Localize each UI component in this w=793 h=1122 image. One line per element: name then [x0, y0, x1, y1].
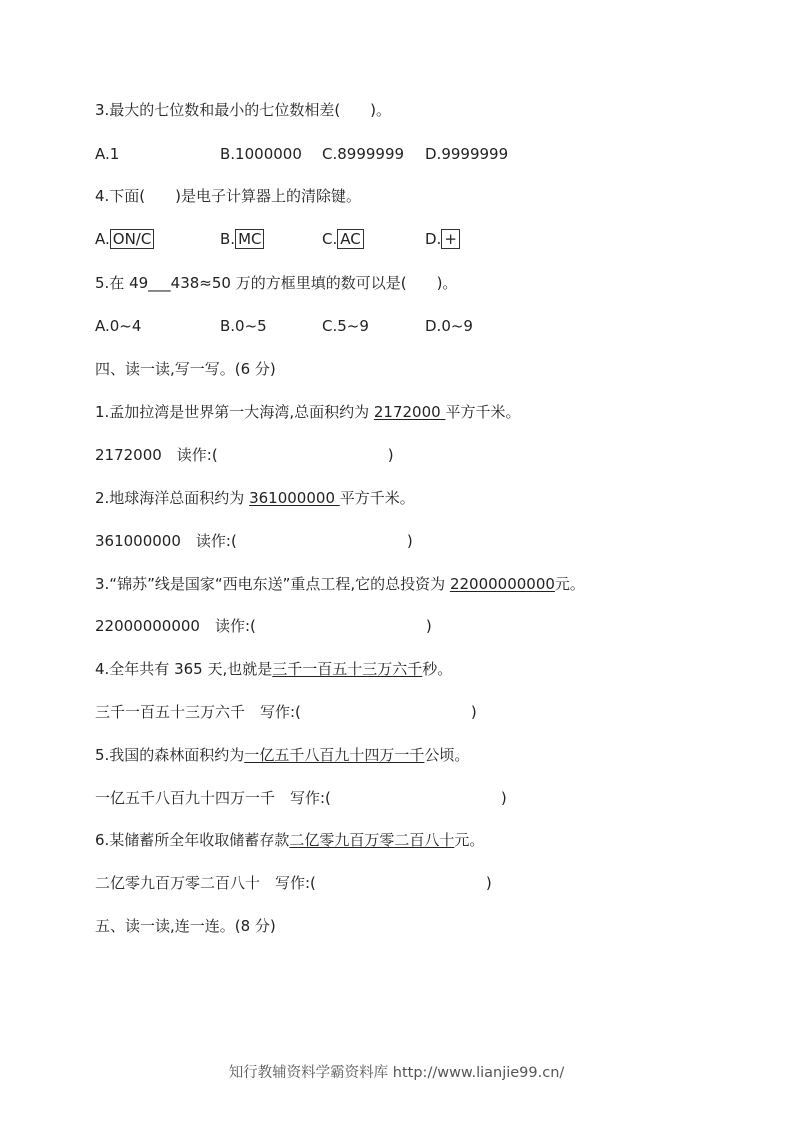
s4-q2-suffix: 平方千米。	[339, 489, 415, 507]
q4-option-d-letter: D.	[425, 230, 442, 248]
s4-a1-close: )	[387, 446, 394, 464]
section-5-heading: 五、读一读,连一连。(8 分)	[95, 917, 276, 935]
s4-question-2	[95, 488, 415, 508]
s4-q3-text: 3.“锦苏”线是国家“西电东送”重点工程,它的总投资为	[95, 575, 450, 593]
s4-a6-close: )	[485, 874, 492, 892]
s4-q1-suffix: 平方千米。	[445, 403, 521, 421]
q5-option-b[interactable]: B.0~5	[220, 317, 267, 335]
mc-key-icon: MC	[235, 229, 264, 249]
s4-q5-underlined: 一亿五千八百九十四万一千	[244, 746, 425, 764]
s4-q3-suffix: 元。	[554, 575, 585, 593]
ac-key-icon: AC	[337, 229, 363, 249]
q4-option-c-letter: C.	[322, 230, 338, 248]
s4-answer-2	[95, 531, 413, 551]
s4-a2-label: 361000000 读作:(	[95, 532, 237, 550]
question-3-text: 3.最大的七位数和最小的七位数相差( )。	[95, 101, 392, 119]
s4-q2-text: 2.地球海洋总面积约为	[95, 489, 250, 507]
footer-watermark: 知行教辅资料学霸资料库 http://www.lianjie99.cn/	[228, 1065, 565, 1081]
s4-q6-suffix: 元。	[454, 831, 485, 849]
s4-a4-close: )	[470, 703, 477, 721]
s4-q4-suffix: 秒。	[422, 660, 453, 678]
s4-a5-label: 一亿五千八百九十四万一千 写作:(	[95, 789, 331, 807]
s4-q4-text: 4.全年共有 365 天,也就是	[95, 660, 273, 678]
s4-q1-text: 1.孟加拉湾是世界第一大海湾,总面积约为	[95, 403, 374, 421]
q5-option-c[interactable]: C.5~9	[322, 317, 369, 335]
s4-a3-label: 22000000000 读作:(	[95, 617, 256, 635]
q4-option-c[interactable]	[322, 229, 364, 249]
s4-question-3	[95, 574, 585, 594]
s4-answer-5	[95, 788, 507, 808]
s4-a5-close: )	[500, 789, 507, 807]
s4-question-1	[95, 402, 520, 422]
s4-answer-6	[95, 873, 492, 893]
s4-question-5	[95, 745, 469, 765]
s4-a6-label: 二亿零九百万零二百八十 写作:(	[95, 874, 316, 892]
q4-option-a[interactable]	[95, 229, 154, 249]
q3-option-c[interactable]: C.8999999	[322, 145, 405, 163]
q5-option-a[interactable]: A.0~4	[95, 317, 142, 335]
s4-a3-close: )	[425, 617, 432, 635]
s4-answer-4	[95, 702, 477, 722]
question-5-text: 5.在 49___438≈50 万的方框里填的数可以是( )。	[95, 274, 458, 292]
s4-q4-underlined: 三千一百五十三万六千	[272, 660, 423, 678]
q3-option-d[interactable]: D.9999999	[425, 145, 509, 163]
s4-q6-text: 6.某储蓄所全年收取储蓄存款	[95, 831, 290, 849]
q3-option-a[interactable]: A.1	[95, 145, 120, 163]
question-4-text: 4.下面( )是电子计算器上的清除键。	[95, 187, 362, 205]
s4-a4-label: 三千一百五十三万六千 写作:(	[95, 703, 301, 721]
q4-option-d[interactable]	[425, 229, 460, 249]
q5-option-d[interactable]: D.0~9	[425, 317, 473, 335]
q4-option-b[interactable]	[220, 229, 264, 249]
s4-q6-underlined: 二亿零九百万零二百八十	[289, 831, 455, 849]
question-3	[95, 100, 391, 120]
section-4-heading: 四、读一读,写一写。(6 分)	[95, 360, 276, 378]
q4-option-b-letter: B.	[220, 230, 236, 248]
s4-q1-underlined: 2172000	[373, 403, 446, 421]
s4-q5-text: 5.我国的森林面积约为	[95, 746, 245, 764]
s4-question-4	[95, 659, 452, 679]
question-5	[95, 273, 457, 293]
plus-key-icon: +	[441, 229, 460, 249]
q3-option-b[interactable]: B.1000000	[220, 145, 302, 163]
q4-option-a-letter: A.	[95, 230, 110, 248]
on-c-key-icon: ON/C	[110, 229, 155, 249]
s4-answer-1	[95, 445, 394, 465]
s4-question-6	[95, 830, 484, 850]
s4-q3-underlined: 22000000000	[449, 575, 555, 593]
s4-answer-3	[95, 616, 432, 636]
s4-q5-suffix: 公顷。	[424, 746, 470, 764]
s4-q2-underlined: 361000000	[249, 489, 340, 507]
s4-a2-close: )	[406, 532, 413, 550]
s4-a1-label: 2172000 读作:(	[95, 446, 218, 464]
question-4	[95, 186, 361, 206]
